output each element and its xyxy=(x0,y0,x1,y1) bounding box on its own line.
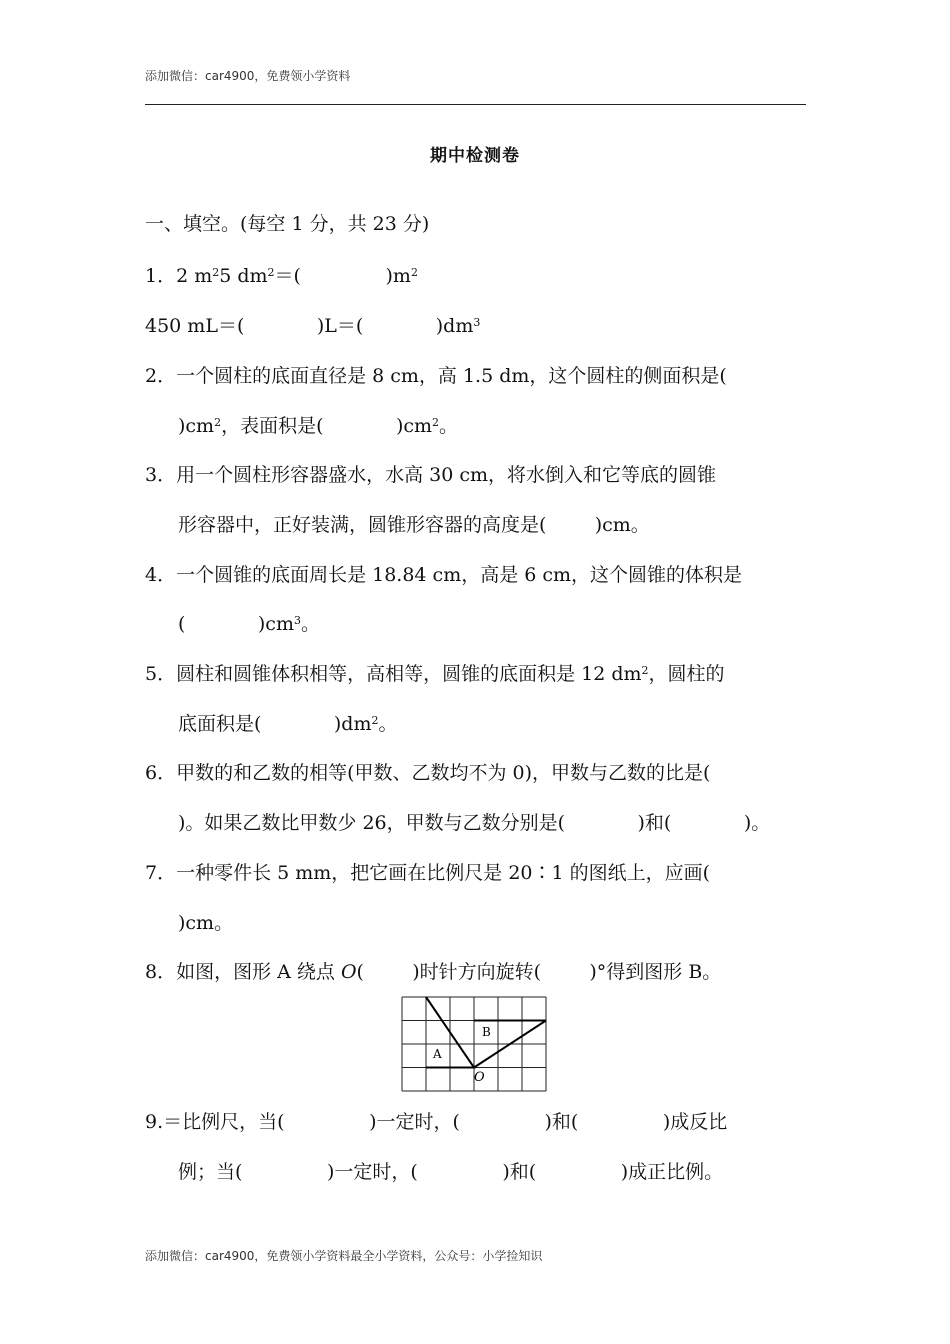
label-o: O xyxy=(474,1070,485,1085)
question-9-line-2: 例；当( )一定时，( )和( )成正比例。 xyxy=(178,1161,724,1183)
question-5-line-2: 底面积是( )$dm^2$。 xyxy=(178,713,398,735)
question-2-line-2: )$cm^2$，表面积是( )$cm^2$。 xyxy=(178,415,459,437)
page-header: 添加微信：car4900，免费领小学资料 xyxy=(145,69,351,83)
question-6-line-2: )。如果乙数比甲数少 26，甲数与乙数分别是( )和( )。 xyxy=(178,812,771,834)
question-1-line-1: 1．2 $m^25$ $dm^2=$( )$m^2$ xyxy=(145,265,418,287)
question-3-line-2: 形容器中，正好装满，圆锥形容器的高度是( )cm。 xyxy=(178,514,650,536)
question-4-line-2: ( )$cm^3$。 xyxy=(178,613,320,635)
question-7-line-2: )cm。 xyxy=(178,912,234,934)
question-7-line-1: 7．一种零件长 5 mm，把它画在比例尺是 20∶1 的图纸上，应画( xyxy=(145,862,711,884)
question-9-line-1: 9.＝比例尺，当( )一定时，( )和( )成反比 xyxy=(145,1111,728,1133)
header-rule xyxy=(145,104,806,105)
page-footer: 添加微信：car4900，免费领小学资料最全小学资料，公众号：小学捡知识 xyxy=(145,1249,543,1263)
question-1-line-2: 450 mL＝( )L＝( )$dm^3$ xyxy=(145,315,481,337)
label-b: B xyxy=(482,1025,491,1039)
label-a: A xyxy=(433,1047,442,1061)
question-2-line-1: 2．一个圆柱的底面直径是 8 cm，高 1.5 dm，这个圆柱的侧面积是( xyxy=(145,365,727,387)
question-8-line-1: 8．如图，图形 A 绕点 O( )时针方向旋转( )°得到图形 B。 xyxy=(145,961,722,983)
question-3-line-1: 3．用一个圆柱形容器盛水，水高 30 cm，将水倒入和它等底的圆锥 xyxy=(145,464,717,486)
question-5-line-1: 5．圆柱和圆锥体积相等，高相等，圆锥的底面积是 12 $dm^2$，圆柱的 xyxy=(145,663,725,685)
page-title: 期中检测卷 xyxy=(430,146,520,166)
question-6-line-1: 6．甲数的和乙数的相等(甲数、乙数均不为 0)，甲数与乙数的比是( xyxy=(145,762,711,784)
question-4-line-1: 4．一个圆锥的底面周长是 18.84 cm，高是 6 cm，这个圆锥的体积是 xyxy=(145,564,743,586)
rotation-figure xyxy=(400,995,548,1093)
section-heading: 一、填空。(每空 1 分，共 23 分) xyxy=(145,213,430,235)
